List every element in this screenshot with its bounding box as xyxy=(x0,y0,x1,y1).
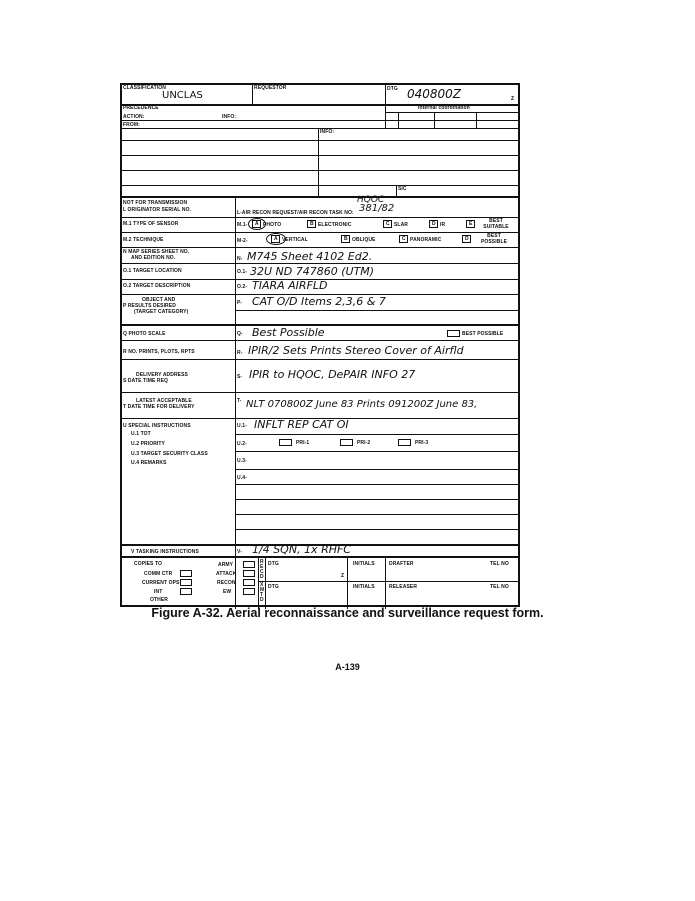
current-ops-label: CURRENT OPS xyxy=(142,580,180,586)
q-prefix: Q- xyxy=(237,331,243,337)
date-time-req-label: S DATE TIME REQ xyxy=(123,378,169,384)
technique-panoramic-checkbox[interactable]: C xyxy=(399,235,408,243)
sensor-photo-checkbox[interactable]: A xyxy=(252,220,261,228)
main-divider xyxy=(235,197,236,609)
edition-label: AND EDITION NO. xyxy=(131,255,176,261)
n-prefix: N- xyxy=(237,256,243,262)
divider xyxy=(122,232,518,233)
originator-serial-label: L ORIGINATOR SERIAL NO. xyxy=(123,207,192,213)
divider xyxy=(122,140,518,141)
sensor-best-suitable-label: BEST SUITABLE xyxy=(483,218,509,230)
best-possible-checkbox[interactable] xyxy=(447,330,460,337)
divider xyxy=(252,85,253,105)
army-label: ARMY xyxy=(218,562,234,568)
recon-checkbox[interactable] xyxy=(243,579,255,586)
divider xyxy=(398,112,399,128)
results-desired-label: P RESULTS DESIRED xyxy=(123,303,176,309)
dtg-suffix: Z xyxy=(511,96,515,102)
internal-coordination-label: Internal coordination xyxy=(418,105,470,111)
requestor-label: REQUESTOR xyxy=(254,85,287,91)
pri2-checkbox[interactable] xyxy=(340,439,353,446)
recon-label: RECON xyxy=(217,580,236,586)
m1-prefix: M.1- xyxy=(237,222,248,228)
divider xyxy=(385,557,386,609)
int-label: INT xyxy=(154,589,163,595)
divider xyxy=(476,112,477,128)
divider xyxy=(122,392,518,393)
p-prefix: P- xyxy=(237,300,243,306)
photo-scale-label: Q PHOTO SCALE xyxy=(123,331,166,337)
divider xyxy=(122,340,518,341)
copies-to-label: COPIES TO xyxy=(134,561,163,567)
u1-prefix: U.1- xyxy=(237,423,247,429)
sensor-slar-label: SLAR xyxy=(394,222,409,228)
special-instructions-label: U SPECIAL INSTRUCTIONS xyxy=(123,423,191,429)
prints-plots-value[interactable]: IPIR/2 Sets Prints Stereo Cover of Airfld xyxy=(248,344,464,357)
dtg-xmtd-label: DTG xyxy=(268,584,279,590)
best-possible-label: BEST POSSIBLE xyxy=(462,331,504,337)
type-of-sensor-label: M.1 TYPE OF SENSOR xyxy=(123,221,179,227)
sensor-slar-checkbox[interactable]: C xyxy=(383,220,392,228)
o1-prefix: O.1- xyxy=(237,269,248,275)
u3-prefix: U.3- xyxy=(237,458,247,464)
divider xyxy=(347,557,348,609)
divider xyxy=(385,85,386,105)
divider xyxy=(122,359,518,360)
tot-label: U.1 TOT xyxy=(131,431,151,437)
figure-caption: Figure A-32. Aerial reconnaissance and surveillance request form. xyxy=(151,606,544,620)
v-prefix: V- xyxy=(237,549,242,555)
s-prefix: S- xyxy=(237,374,243,380)
info-label: INFO: xyxy=(222,114,237,120)
air-recon-task-label: L-AIR RECON REQUEST/AIR RECON TASK NO: xyxy=(237,210,354,216)
tasking-instructions-label: V TASKING INSTRUCTIONS xyxy=(131,549,199,555)
other-label: OTHER xyxy=(150,597,168,603)
initials-recd-label: INITIALS xyxy=(353,561,375,567)
divider xyxy=(385,112,518,113)
action-label: ACTION: xyxy=(123,114,145,120)
army-checkbox[interactable] xyxy=(243,561,255,568)
sensor-best-suitable-checkbox[interactable]: E xyxy=(466,220,475,228)
xmtd-label: XMTD xyxy=(260,582,265,603)
divider xyxy=(235,499,518,500)
pri3-checkbox[interactable] xyxy=(398,439,411,446)
divider xyxy=(235,514,518,515)
map-series-label: N MAP SERIES SHEET NO. xyxy=(123,249,190,255)
divider xyxy=(122,155,518,156)
recd-label: RECD xyxy=(260,559,264,580)
comm-ctr-checkbox[interactable] xyxy=(180,570,192,577)
drafter-tel-label: TEL NO xyxy=(490,561,509,567)
technique-vertical-checkbox[interactable]: A xyxy=(271,235,280,243)
technique-label: M.2 TECHNIQUE xyxy=(123,237,164,243)
results-desired-value[interactable]: CAT O/D Items 2,3,6 & 7 xyxy=(252,295,386,308)
o2-prefix: O.2- xyxy=(237,284,248,290)
divider xyxy=(122,185,518,186)
sensor-ir-checkbox[interactable]: D xyxy=(429,220,438,228)
pri2-label: PRI-2 xyxy=(357,440,371,446)
pri1-checkbox[interactable] xyxy=(279,439,292,446)
target-location-label: O.1 TARGET LOCATION xyxy=(123,268,182,274)
divider xyxy=(385,105,386,128)
divider xyxy=(235,484,518,485)
current-ops-checkbox[interactable] xyxy=(180,579,192,586)
dtg-label: DTG xyxy=(387,86,398,92)
int-checkbox[interactable] xyxy=(180,588,192,595)
divider xyxy=(235,469,518,470)
divider xyxy=(235,310,518,311)
u4-prefix: U.4- xyxy=(237,475,247,481)
map-series-value[interactable]: M745 Sheet 4102 Ed2. xyxy=(247,250,373,263)
comm-ctr-label: COMM CTR xyxy=(144,571,173,577)
divider xyxy=(122,170,518,171)
dtg-recd-suffix: Z xyxy=(341,573,345,579)
delivery-date-label: T DATE TIME FOR DELIVERY xyxy=(123,404,195,410)
u2-prefix: U.2- xyxy=(237,441,247,447)
task-origin[interactable]: HQOC xyxy=(357,195,385,205)
page-number: A-139 xyxy=(335,662,360,672)
m2-prefix: M-2- xyxy=(237,238,248,244)
attack-checkbox[interactable] xyxy=(243,570,255,577)
divider xyxy=(265,557,266,609)
divider xyxy=(258,557,259,609)
target-description-value[interactable]: TIARA AIRFLD xyxy=(252,279,328,292)
classification-label: CLASSIFICATION xyxy=(123,85,166,91)
target-security-label: U.3 TARGET SECURITY CLASS xyxy=(131,451,208,457)
technique-vertical-label: VERTICAL xyxy=(282,237,308,243)
not-for-transmission-label: NOT FOR TRANSMISSION xyxy=(123,200,188,206)
pri3-label: PRI-3 xyxy=(415,440,429,446)
target-location-value[interactable]: 32U ND 747860 (UTM) xyxy=(250,265,375,278)
delivery-date-value[interactable]: NLT 070800Z June 83 Prints 091200Z June 83, xyxy=(246,399,478,410)
technique-oblique-label: OBLIQUE xyxy=(352,237,376,243)
sensor-electronic-label: ELECTRONIC xyxy=(318,222,352,228)
drafter-label: DRAFTER xyxy=(389,561,414,567)
object-label: OBJECT AND xyxy=(142,297,176,303)
priority-label: U.2 PRIORITY xyxy=(131,441,165,447)
sensor-electronic-checkbox[interactable]: B xyxy=(307,220,316,228)
divider xyxy=(396,185,397,196)
releaser-tel-label: TEL NO xyxy=(490,584,509,590)
divider xyxy=(235,434,518,435)
divider xyxy=(122,263,518,264)
sic-label: SIC xyxy=(398,186,407,192)
divider xyxy=(122,120,518,121)
divider xyxy=(122,247,518,248)
delivery-address-label: DELIVERY ADDRESS xyxy=(136,372,188,378)
divider xyxy=(122,556,518,558)
prints-plots-label: R NO. PRINTS, PLOTS, RPTS xyxy=(123,349,195,355)
delivery-address-value[interactable]: IPIR to HQOC, DePAIR INFO 27 xyxy=(249,368,416,381)
target-description-label: O.2 TARGET DESCRIPTION xyxy=(123,283,191,289)
sensor-photo-label: PHOTO xyxy=(263,222,282,228)
dtg-recd-label: DTG xyxy=(268,561,279,567)
divider xyxy=(122,217,518,218)
classification-value[interactable]: UNCLAS xyxy=(162,90,203,101)
remarks-label: U.4 REMARKS xyxy=(131,460,167,466)
r-prefix: R- xyxy=(237,350,243,356)
divider xyxy=(258,581,518,582)
tasking-instructions-value[interactable]: 1/4 SQN, 1x RHFC xyxy=(252,543,351,556)
sensor-ir-label: IR xyxy=(440,222,446,228)
technique-best-possible-label: BEST POSSIBLE xyxy=(480,233,508,245)
info-right-label: INFO: xyxy=(320,129,335,135)
technique-panoramic-label: PANORAMIC xyxy=(410,237,442,243)
divider xyxy=(235,529,518,530)
ew-checkbox[interactable] xyxy=(243,588,255,595)
divider xyxy=(434,112,435,128)
from-label: FROM: xyxy=(123,122,140,128)
technique-oblique-checkbox[interactable]: B xyxy=(341,235,350,243)
latest-acceptable-label: LATEST ACCEPTABLE xyxy=(136,398,192,404)
task-number[interactable]: 381/82 xyxy=(359,203,395,214)
precedence-label: PRECEDENCE xyxy=(123,105,159,111)
special-instructions-value[interactable]: INFLT REP CAT OI xyxy=(254,418,349,431)
target-category-label: (TARGET CATEGORY) xyxy=(134,309,189,315)
recon-request-form xyxy=(120,83,520,607)
photo-scale-value[interactable]: Best Possible xyxy=(252,326,325,339)
ew-label: EW xyxy=(223,589,232,595)
pri1-label: PRI-1 xyxy=(296,440,310,446)
releaser-label: RELEASER xyxy=(389,584,418,590)
attack-label: ATTACK xyxy=(216,571,237,577)
technique-best-possible-checkbox[interactable]: D xyxy=(462,235,471,243)
t-prefix: T- xyxy=(237,398,242,404)
dtg-value[interactable]: 040800Z xyxy=(407,87,462,101)
divider xyxy=(235,451,518,452)
initials-xmtd-label: INITIALS xyxy=(353,584,375,590)
divider xyxy=(122,196,518,198)
